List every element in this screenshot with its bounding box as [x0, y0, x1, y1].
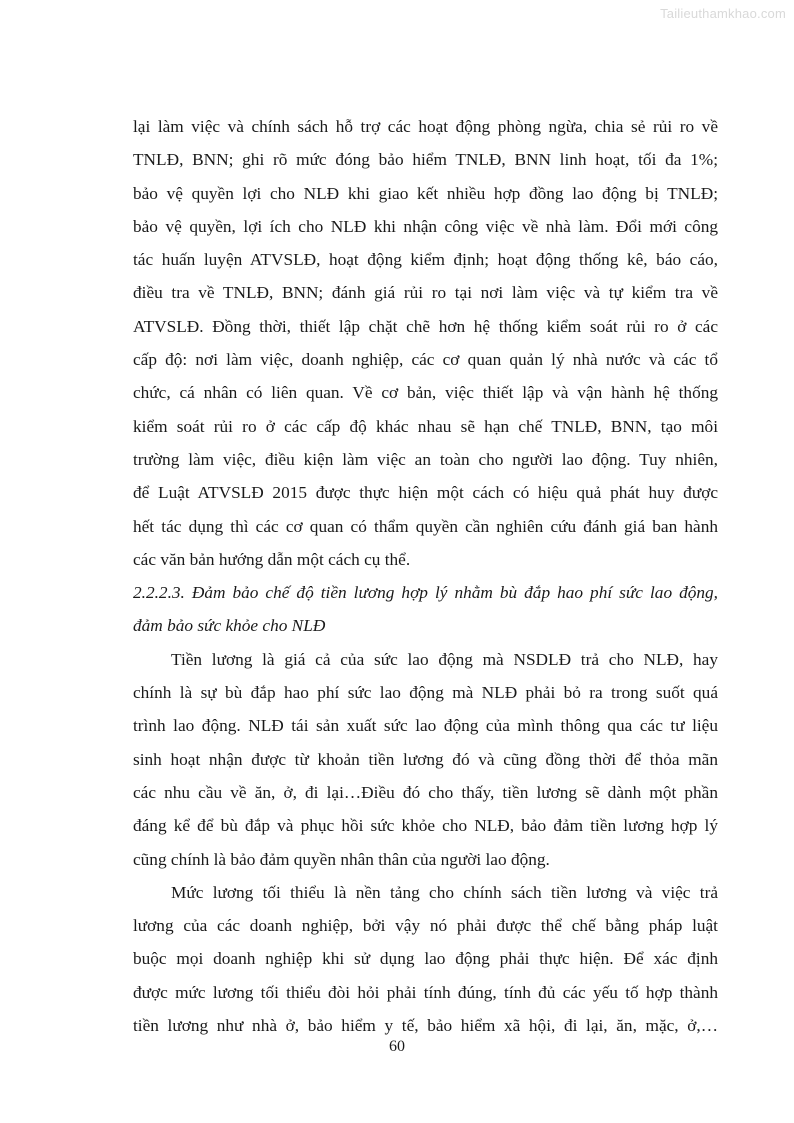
text-line: kiểm soát rủi ro ở các cấp độ khác nhau sẽ hạn chế TNLĐ, BNN, tạo môi: [133, 416, 718, 436]
text-line: trình lao động. NLĐ tái sản xuất sức lao động của mình thông qua các tư liệu: [133, 716, 718, 736]
text-line: Tiền lương là giá cả của sức lao động mà NSDLĐ trả cho NLĐ, hay: [171, 649, 718, 669]
text-line: chức, cá nhân có liên quan. Về cơ bản, việc thiết lập và vận hành hệ thống: [133, 383, 718, 403]
text-line: tác huấn luyện ATVSLĐ, hoạt động kiểm định; hoạt động thống kê, báo cáo,: [133, 250, 718, 270]
text-line: bảo vệ quyền, lợi ích cho NLĐ khi nhận công việc về nhà làm. Đổi mới công: [133, 216, 718, 236]
paragraph-wages: [133, 643, 718, 876]
text-line: đáng kể để bù đắp và phục hồi sức khỏe cho NLĐ, bảo đảm tiền lương hợp lý: [133, 816, 718, 836]
text-line: cũng chính là bảo đảm quyền nhân thân của người lao động.: [133, 849, 550, 869]
text-line: buộc mọi doanh nghiệp khi sử dụng lao động phải thực hiện. Để xác định: [133, 949, 718, 969]
text-line: được mức lương tối thiểu đòi hỏi phải tính đúng, tính đủ các yếu tố hợp thành: [133, 982, 718, 1002]
text-line: hết tác dụng thì các cơ quan có thẩm quyền cần nghiên cứu đánh giá ban hành: [133, 516, 718, 536]
text-line: sinh hoạt nhận được từ khoản tiền lương đó và cũng đồng thời để thỏa mãn: [133, 749, 718, 769]
text-line: các văn bản hướng dẫn một cách cụ thể.: [133, 549, 411, 569]
text-line: TNLĐ, BNN; ghi rõ mức đóng bảo hiểm TNLĐ, BNN linh hoạt, tối đa 1%;: [133, 150, 718, 170]
text-line: lương của các doanh nghiệp, bởi vậy nó phải được thể chế bằng pháp luật: [133, 916, 718, 936]
text-line: cấp độ: nơi làm việc, doanh nghiệp, các cơ quan quản lý nhà nước và các tổ: [133, 350, 718, 370]
text-line: các nhu cầu về ăn, ở, đi lại…Điều đó cho thấy, tiền lương sẽ dành một phần: [133, 782, 718, 802]
heading-line: 2.2.2.3. Đảm bảo chế độ tiền lương hợp lý nhằm bù đắp hao phí sức lao động,: [133, 583, 718, 603]
text-line: tiền lương như nhà ở, bảo hiểm y tế, bảo hiểm xã hội, đi lại, ăn, mặc, ở,…: [133, 1016, 718, 1036]
paragraph-minimum-wage: [133, 876, 718, 1042]
text-line: để Luật ATVSLĐ 2015 được thực hiện một cách có hiệu quả phát huy được: [133, 483, 718, 503]
watermark-text: Tailieuthamkhao.com: [660, 6, 786, 21]
heading-line: đảm bảo sức khỏe cho NLĐ: [133, 616, 326, 636]
text-line: Mức lương tối thiểu là nền tảng cho chính sách tiền lương và việc trả: [171, 882, 718, 902]
document-body: [133, 110, 718, 1042]
text-line: bảo vệ quyền lợi cho NLĐ khi giao kết nhiều hợp đồng lao động bị TNLĐ;: [133, 183, 718, 203]
text-line: lại làm việc và chính sách hỗ trợ các hoạt động phòng ngừa, chia sẻ rủi ro về: [133, 117, 718, 136]
text-line: trường làm việc, điều kiện làm việc an toàn cho người lao động. Tuy nhiên,: [133, 449, 718, 469]
text-line: chính là sự bù đắp hao phí sức lao động mà NLĐ phải bỏ ra trong suốt quá: [133, 683, 718, 703]
page-number: 60: [389, 1038, 405, 1055]
section-heading: [133, 576, 718, 643]
text-line: điều tra về TNLĐ, BNN; đánh giá rủi ro tại nơi làm việc và tự kiểm tra về: [133, 283, 718, 303]
paragraph-continued: [133, 110, 718, 576]
text-line: ATVSLĐ. Đồng thời, thiết lập chặt chẽ hơn hệ thống kiểm soát rủi ro ở các: [133, 316, 718, 336]
